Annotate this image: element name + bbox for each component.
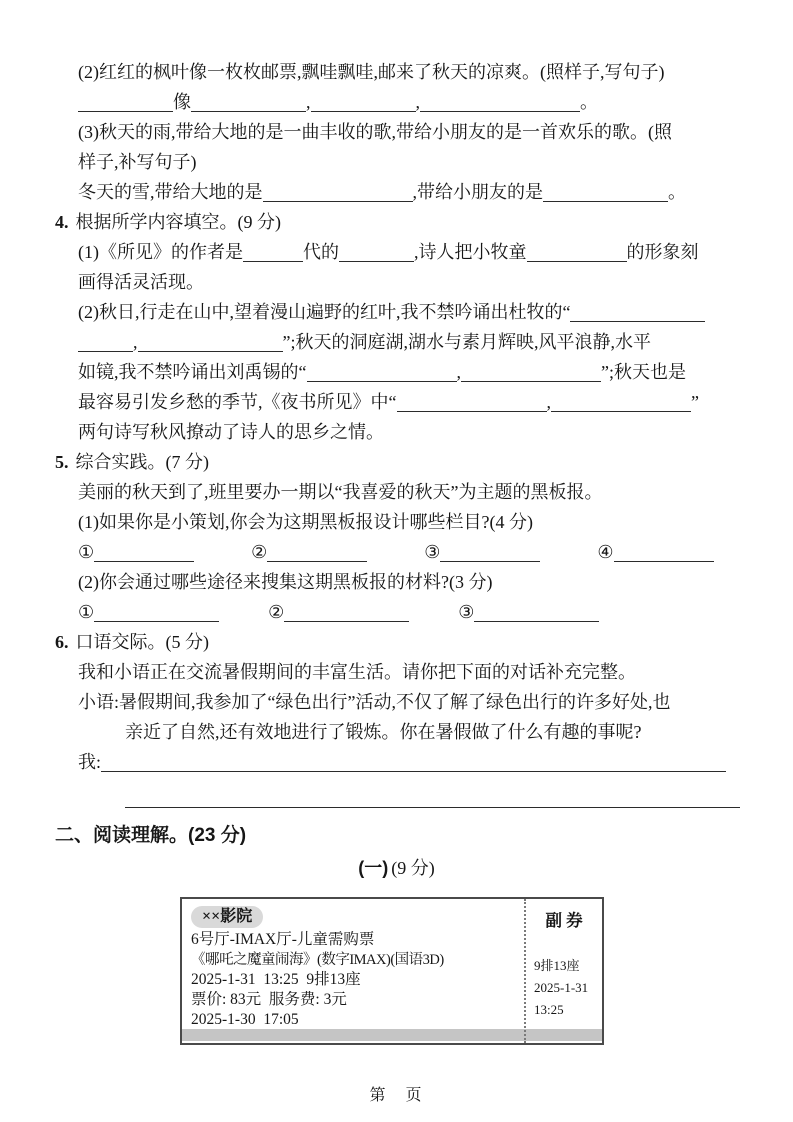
answer-blank[interactable]: [243, 245, 303, 262]
text-segment: ,: [456, 362, 461, 382]
ticket-hall-line: 6号厅-IMAX厅-儿童需购票: [191, 931, 375, 948]
ticket-movie-title-line: 《哪吒之魔童闹海》(数字IMAX)(国语3D): [191, 952, 444, 968]
text-segment: ,: [546, 392, 551, 412]
q4-sub2-line3: [55, 357, 793, 387]
answer-blank[interactable]: [138, 335, 283, 352]
text-segment: ①: [78, 542, 95, 562]
cinema-name-badge: ××影院: [191, 906, 263, 928]
q5-intro: 美丽的秋天到了,班里要办一期以“我喜爱的秋天”为主题的黑板报。: [78, 482, 603, 502]
answer-blank[interactable]: [474, 605, 599, 622]
question-4-number: 4.: [55, 212, 69, 232]
answer-blank[interactable]: [543, 185, 668, 202]
ticket-purchase-time-line: 2025-1-30 17:05: [191, 1011, 299, 1028]
q4-sub2-line1: [55, 297, 793, 327]
answer-blank[interactable]: [78, 335, 133, 352]
part-one-heading: [55, 853, 738, 883]
q2-prompt: (2)红红的枫叶像一枚枚邮票,飘哇飘哇,邮来了秋天的凉爽。(照样子,写句子): [78, 62, 665, 82]
text-segment: 。: [580, 92, 598, 112]
q5-sub1-prompt: (1)如果你是小策划,你会为这期黑板报设计哪些栏目?(4 分): [78, 512, 533, 532]
q5-sub1-blanks: [55, 537, 793, 567]
q3-prompt-line1: (3)秋天的雨,带给大地的是一曲丰收的歌,带给小朋友的是一首欢乐的歌。(照: [78, 122, 672, 142]
q4-sub2-line5: 两句诗写秋风撩动了诗人的思乡之情。: [78, 422, 384, 442]
q6-me-answer-line: [55, 747, 793, 777]
ticket-datetime-seat-line: 2025-1-31 13:25 9排13座: [191, 971, 361, 988]
spacer: [540, 556, 597, 558]
spacer: [194, 556, 251, 558]
text-segment: (2)秋日,行走在山中,望着漫山遍野的红叶,我不禁吟诵出杜牧的“: [78, 302, 571, 322]
answer-blank[interactable]: [397, 395, 547, 412]
q3-prompt-line2: 样子,补写句子): [78, 152, 197, 172]
answer-blank[interactable]: [420, 95, 580, 112]
answer-blank[interactable]: [191, 95, 306, 112]
text-segment: 最容易引发乡愁的季节,《夜书所见》中“: [78, 392, 397, 412]
answer-blank[interactable]: [339, 245, 414, 262]
text-segment: ,: [133, 332, 138, 352]
q6-dialog-line1: 小语:暑假期间,我参加了“绿色出行”活动,不仅了解了绿色出行的许多好处,也: [78, 692, 671, 712]
spacer: [78, 802, 125, 804]
q4-sub1-line1: [55, 237, 793, 267]
question-5-heading: [55, 447, 793, 477]
stub-seat-line: 9排13座: [534, 958, 580, 973]
text-segment: 。: [668, 182, 686, 202]
q5-sub2-blanks: [55, 597, 793, 627]
answer-blank[interactable]: [125, 791, 740, 808]
part-one-score: (9 分): [391, 858, 435, 878]
text-segment: 的形象刻: [626, 242, 699, 262]
answer-blank[interactable]: [267, 545, 367, 562]
text-segment: ②: [251, 542, 268, 562]
q6-extra-answer-line: [55, 783, 793, 813]
text-segment: ①: [78, 602, 95, 622]
answer-blank[interactable]: [284, 605, 409, 622]
ticket-main-section: [182, 899, 524, 1043]
q6-intro: 我和小语正在交流暑假期间的丰富生活。请你把下面的对话补充完整。: [78, 662, 636, 682]
question-6-number: 6.: [55, 632, 69, 652]
text-segment: ”: [691, 392, 699, 412]
page-footer: 第 页: [369, 1087, 424, 1104]
text-segment: 如镜,我不禁吟诵出刘禹锡的“: [78, 362, 307, 382]
answer-blank[interactable]: [570, 305, 705, 322]
ticket-price-line: 票价: 83元 服务费: 3元: [191, 991, 347, 1008]
question-6-heading: [55, 627, 793, 657]
text-segment: ,诗人把小牧童: [414, 242, 527, 262]
answer-blank[interactable]: [263, 185, 413, 202]
text-segment: ③: [424, 542, 441, 562]
stub-time-line: 13:25: [534, 1002, 564, 1017]
part-one-label: (一): [358, 858, 389, 878]
answer-blank[interactable]: [527, 245, 627, 262]
q4-sub2-line2: [55, 327, 793, 357]
answer-blank[interactable]: [78, 95, 173, 112]
ticket-stub-section: [526, 899, 602, 1043]
answer-blank[interactable]: [440, 545, 540, 562]
q3-answer-line: [55, 177, 793, 207]
text-segment: 像: [173, 92, 191, 112]
stub-date-line: 2025-1-31: [534, 980, 589, 995]
text-segment: ”;秋天的洞庭湖,湖水与素月辉映,风平浪静,水平: [282, 332, 651, 352]
question-5-number: 5.: [55, 452, 69, 472]
question-4-title: 根据所学内容填空。(9 分): [75, 212, 281, 232]
q2-answer-line: [55, 87, 793, 117]
answer-blank[interactable]: [461, 365, 601, 382]
answer-blank[interactable]: [311, 95, 416, 112]
q6-dialog-line2: 亲近了自然,还有效地进行了锻炼。你在暑假做了什么有趣的事呢?: [125, 722, 642, 742]
answer-blank[interactable]: [307, 365, 457, 382]
question-6-title: 口语交际。(5 分): [75, 632, 209, 652]
text-segment: ,带给小朋友的是: [412, 182, 543, 202]
text-segment: ,: [415, 92, 420, 112]
answer-blank[interactable]: [94, 605, 219, 622]
text-segment: 冬天的雪,带给大地的是: [78, 182, 263, 202]
spacer: [409, 616, 458, 618]
section-two-heading: 二、阅读理解。(23 分): [55, 825, 247, 846]
answer-blank[interactable]: [94, 545, 194, 562]
text-segment: 代的: [303, 242, 339, 262]
text-segment: ④: [597, 542, 614, 562]
stub-title: 副 券: [545, 911, 583, 930]
answer-blank[interactable]: [614, 545, 714, 562]
movie-ticket: [180, 897, 604, 1045]
text-segment: ③: [458, 602, 475, 622]
question-4-heading: [55, 207, 793, 237]
text-segment: 我:: [78, 752, 102, 772]
text-segment: ,: [306, 92, 311, 112]
spacer: [219, 616, 268, 618]
answer-blank[interactable]: [101, 755, 726, 772]
q5-sub2-prompt: (2)你会通过哪些途径来搜集这期黑板报的材料?(3 分): [78, 572, 493, 592]
spacer: [367, 556, 424, 558]
text-segment: ”;秋天也是: [601, 362, 686, 382]
answer-blank[interactable]: [551, 395, 691, 412]
ticket-badge-row: [191, 904, 524, 930]
question-5-title: 综合实践。(7 分): [75, 452, 209, 472]
text-segment: (1)《所见》的作者是: [78, 242, 243, 262]
q4-sub2-line4: [55, 387, 793, 417]
perforation-line: [524, 899, 526, 1043]
text-segment: ②: [268, 602, 285, 622]
q4-sub1-line2: 画得活灵活现。: [78, 272, 204, 292]
